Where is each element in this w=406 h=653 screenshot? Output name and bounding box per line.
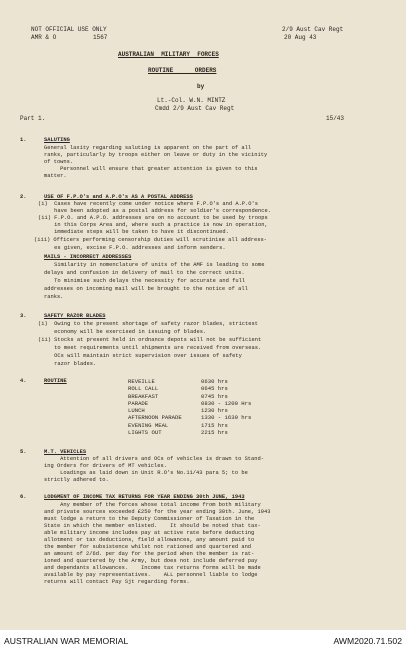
section-6-line: State in which the member enlisted. It should be noted that tax- (44, 523, 261, 529)
routine-event: BREAKFAST (128, 392, 159, 400)
section-6-line: allotment or tax deductions, field allowances, any amount paid to (44, 537, 255, 543)
section-2-line: es given, excise F.P.O. addresses and inform senders. (38, 245, 226, 251)
section-2-line: (ii) F.P.O. and A.P.O. addresses are on no account to be used by troops (38, 215, 268, 221)
section-3-line: (ii) Stocks at present held in ordnance depots will not be sufficient (38, 337, 262, 343)
routine-time: 2215 hrs (201, 429, 228, 437)
security-classification: NOT OFFICIAL USE ONLY (31, 26, 107, 33)
routine-row (128, 429, 288, 436)
section-5-line: Attention of all drivers and OCs of vehicles is drawn to Stand- (44, 456, 264, 462)
section-6-line: available by pay representatives. ALL personnel liable to lodge (44, 572, 258, 578)
routine-event: ROLL CALL (128, 385, 159, 393)
order-number: 15/43 (326, 115, 345, 122)
routine-time: 0830 - 1200 Hrs (201, 399, 252, 407)
routine-event: LUNCH (128, 407, 145, 415)
routine-row (128, 422, 288, 429)
section-5-line: strictly adhered to. (44, 477, 109, 483)
part-number: Part 1. (20, 115, 46, 122)
archive-reference: AWM2020.71.502 (333, 636, 402, 646)
section-2b-line: addresses on incoming mail will be brought to the notice of all (44, 286, 248, 292)
section-2b-line: Similarity in nomenclature of units of the AMF is leading to some (38, 262, 265, 268)
section-3-line: razor blades. (38, 361, 97, 367)
reference-number: 1567 (93, 34, 108, 41)
routine-time: 0745 hrs (201, 392, 228, 400)
section-2b-line: delays and confusion in delivery of mail to the correct units. (44, 270, 245, 276)
section-2-line: have been adopted as a postal address for soldier's correspondence. (38, 208, 271, 214)
archive-name: AUSTRALIAN WAR MEMORIAL (4, 636, 129, 646)
section-3-line: to meet requirements until shipments are received from overseas. (38, 345, 262, 351)
order-date: 20 Aug 43 (284, 34, 317, 41)
section-1-line: matter. (44, 173, 67, 179)
section-6-line: must lodge a return to the Deputy Commissioner of Taxation in the (44, 516, 255, 522)
by-line: by (197, 83, 205, 90)
routine-row (128, 385, 288, 392)
section-2-line: (iii) Officers performing censorship duties will scrutinise all address- (34, 237, 267, 243)
routine-row (128, 378, 288, 385)
routine-event: EVENING MEAL (128, 421, 169, 429)
section-3-line: (i) Owing to the present shortage of safety razor blades, strictest (38, 321, 258, 327)
archive-footer (0, 630, 406, 653)
document-subtitle: ROUTINE ORDERS (148, 67, 217, 74)
routine-row (128, 400, 288, 407)
section-6-line: an amount of 2/6d. per day for the period when the member is rat- (44, 551, 255, 557)
section-3-heading: SAFETY RAZOR BLADES (44, 313, 106, 319)
section-2-line: (i) Cases have recently come under notice where F.P.O's and A.P.O's (38, 201, 258, 207)
command-title: Cmdd 2/9 Aust Cav Regt (155, 105, 235, 112)
reference-code: AMR & O (31, 34, 57, 41)
section-6-line: and dependants allowances. Income tax returns forms will be made (44, 565, 261, 571)
section-5-heading: M.T. VEHICLES (44, 449, 87, 455)
section-6-line: and private sources exceeded £250 for the year ending 30th. June, 1943 (44, 509, 271, 515)
section-6-line: the member for subsistence whilst not rationed and quartered and (44, 544, 252, 550)
unit-name: 2/9 Aust Cav Regt (282, 26, 344, 33)
routine-time: 1715 hrs (201, 421, 228, 429)
section-1-heading: SALUTING (44, 137, 70, 143)
routine-time: 1330 - 1630 hrs (201, 414, 252, 422)
section-2-heading: USE OF F.P.O's and A.P.O's AS A POSTAL ADDRESS (44, 194, 193, 200)
routine-event: AFTERNOON PARADE (128, 414, 182, 422)
section-2b-line: To minimise such delays the necessity for accurate and full (38, 278, 246, 284)
section-5-line: Loadings as laid down in Unit R.O's No.11/43 para 5; to be (44, 470, 248, 476)
section-6-heading: LODGMENT OF INCOME TAX RETURNS FOR YEAR ENDING 30th JUNE, 1943 (44, 494, 245, 500)
routine-schedule (128, 378, 288, 436)
section-3-line: OCs will maintain strict supervision over issues of safety (38, 353, 242, 359)
routine-row (128, 393, 288, 400)
routine-time: 1230 hrs (201, 407, 228, 415)
section-6-line: Any member of the forces whose total income from both military (44, 502, 261, 508)
routine-row (128, 414, 288, 421)
section-4-heading: ROUTINE (44, 378, 67, 384)
section-2b-line: ranks. (44, 294, 64, 300)
routine-time: 0645 hrs (201, 385, 228, 393)
section-3-line: economy will be exercised in issuing of blades. (38, 329, 207, 335)
routine-row (128, 407, 288, 414)
commander-name: Lt.-Col. W.N. MINTZ (157, 97, 226, 104)
section-2-number: 2. (20, 194, 27, 200)
section-5-number: 5. (20, 449, 27, 455)
section-1-line: ranks, particularly by troops either on leave or duty in the vicinity (44, 152, 268, 158)
routine-event: PARADE (128, 399, 149, 407)
document-title: AUSTRALIAN MILITARY FORCES (118, 51, 219, 58)
section-1-number: 1. (20, 137, 27, 143)
routine-event: LIGHTS OUT (128, 429, 162, 437)
section-4-number: 4. (20, 378, 27, 384)
section-3-number: 3. (20, 313, 27, 319)
section-5-line: ing Orders for drivers of MT vehicles. (44, 463, 167, 469)
routine-time: 0630 hrs (201, 378, 228, 385)
section-2b-heading: MAILS - INCORRECT ADDRESSES (44, 254, 132, 260)
section-6-line: ioned and quartered by the Army, but does not include deferred pay (44, 558, 258, 564)
section-6-line: able military income includes pay at active rate before deducting (44, 530, 255, 536)
section-1-line: of towns. (44, 159, 74, 165)
section-2-line: immediate steps will be taken to have it discontinued. (38, 229, 229, 235)
section-1-line: General laxity regarding saluting is apparent on the part of all (44, 145, 252, 151)
section-2-line: in this Corps Area and, where such a practice is now in operation, (38, 222, 268, 228)
section-6-line: returns will contact Pay Sjt regarding forms. (44, 579, 190, 585)
routine-event: REVEILLE (128, 378, 155, 385)
section-6-number: 6. (20, 494, 27, 500)
section-1-line: Personnel will ensure that greater attention is given to this (44, 166, 258, 172)
